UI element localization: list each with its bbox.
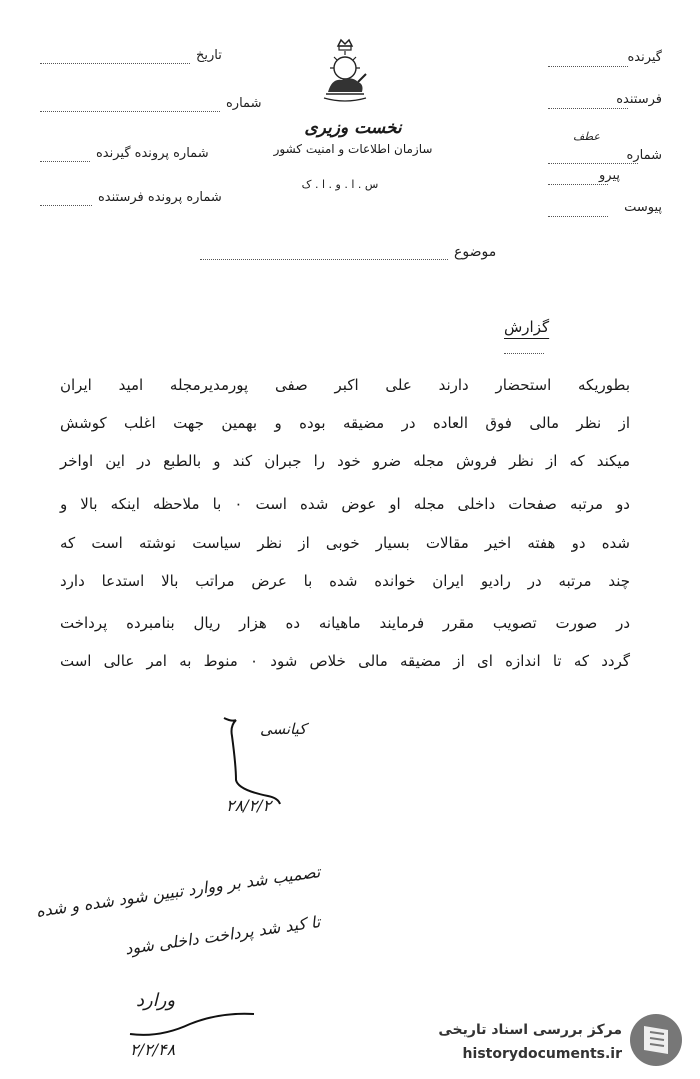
sender-file-dotted-line	[40, 204, 92, 206]
recipient-dotted-line	[548, 65, 628, 67]
body-line-8: گردد که تا اندازه ای از مضیقه مالی خلاص شود ۰ منوط به امر عالی است	[60, 652, 631, 670]
recipient-file-dotted-line	[40, 160, 90, 162]
lion-and-sun-emblem-icon	[318, 38, 372, 104]
recipient-label: گیرنده	[627, 50, 662, 65]
attachment-dotted-line	[548, 215, 608, 217]
bottom-signature: ورارد	[136, 990, 176, 1011]
attachment-label: پیوست	[624, 200, 662, 215]
sender-dotted-line	[548, 107, 628, 109]
recipient-file-number-label: شماره پرونده گیرنده	[96, 146, 209, 161]
report-heading-underline	[504, 352, 544, 354]
report-heading: گزارش	[504, 318, 550, 336]
sender-label: فرستنده	[616, 92, 662, 107]
body-line-6: چند مرتبه در رادیو ایران خوانده شده با عرض مراتب بالا استدعا دارد	[60, 572, 630, 590]
watermark-url: historydocuments.ir	[462, 1046, 622, 1062]
seal-organization: سازمان اطلاعات و امنیت کشور	[273, 142, 433, 156]
signature-name: کیانسی	[260, 720, 307, 738]
watermark-title: مرکز بررسی اسناد تاریخی	[438, 1022, 622, 1038]
body-line-5: شده دو هفته اخیر مقالات بسیار خوبی از نظر سیاست نوشته است که	[60, 534, 630, 552]
body-line-1: بطوریکه استحضار دارند علی اکبر صفی پورمدیرمجله امید ایران	[60, 376, 630, 394]
number-label-right: شماره	[626, 148, 662, 163]
body-line-2: از نظر مالی فوق العاده در مضیقه بوده و بهمین جهت اغلب کوشش	[60, 414, 630, 432]
bottom-signature-date: ۲/۲/۴۸	[130, 1040, 176, 1059]
follow-label: پیرو	[599, 168, 620, 183]
date-label: تاریخ	[196, 48, 222, 63]
number-dotted-line-left	[40, 110, 220, 112]
seal-prime-ministry: نخست وزیری	[304, 118, 402, 138]
number-note-handwritten: عطف	[573, 130, 600, 143]
body-line-7: در صورت تصویب مقرر فرمایند ماهیانه ده هزار ریال بنامبرده پرداخت	[60, 614, 630, 632]
seal-abbreviation: س . ا . و . ا . ک	[301, 178, 379, 191]
number-label-left: شماره	[226, 96, 262, 111]
number-dotted-line-right	[548, 162, 638, 164]
body-line-3: میکند که از نظر فروش مجله ضرو خود را جبران کند و بالطبع در این اواخر	[60, 452, 630, 470]
bottom-signature-stroke	[120, 1004, 260, 1044]
follow-dotted-line	[548, 183, 608, 185]
subject-label: موضوع	[454, 244, 497, 260]
signature-date: ۲۸/۲/۲	[226, 796, 272, 815]
marginal-note-line-2: تا کید شد پرداخت داخلی شود	[123, 912, 322, 959]
watermark-logo-icon	[628, 1012, 684, 1068]
body-line-4: دو مرتبه صفحات داخلی مجله او عوض شده است ۰ با ملاحظه اینکه بالا و	[60, 495, 630, 513]
date-dotted-line	[40, 62, 190, 64]
sender-file-number-label: شماره پرونده فرستنده	[98, 190, 222, 205]
subject-dotted-line	[200, 258, 448, 260]
marginal-note-line-1: تصمیب شد بر ووارد تبیین شود شده و شده	[34, 862, 322, 921]
